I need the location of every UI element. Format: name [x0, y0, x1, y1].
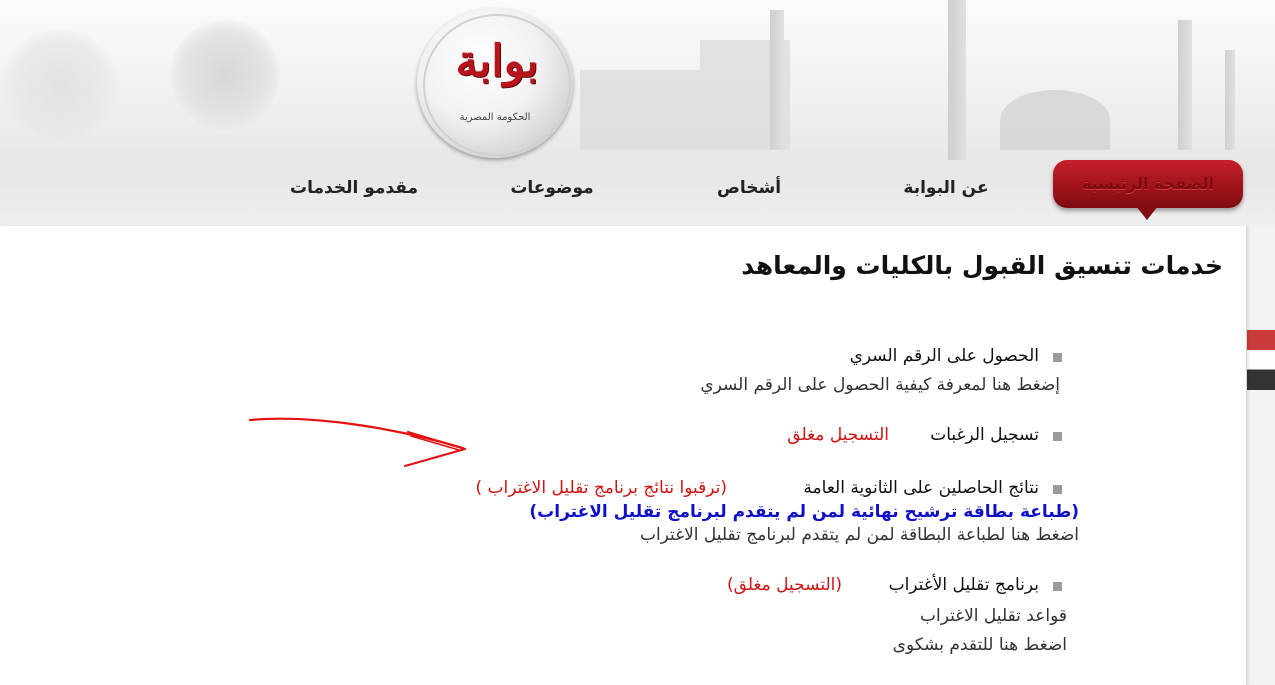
background-portrait — [0, 30, 120, 140]
red-arrow-annotation-icon — [245, 410, 475, 475]
background-minaret — [1178, 20, 1192, 150]
background-minaret — [948, 0, 966, 160]
bullet-icon — [1053, 582, 1062, 591]
desires-heading: تسجيل الرغبات — [930, 425, 1039, 445]
nav-active-pointer-icon — [1136, 206, 1158, 220]
background-minaret — [770, 10, 784, 150]
nav-people[interactable]: أشخاص — [716, 178, 782, 198]
bullet-icon — [1053, 432, 1062, 441]
desires-status: التسجيل مغلق — [787, 425, 889, 445]
background-dome — [1000, 90, 1110, 150]
page-title: خدمات تنسيق القبول بالكليات والمعاهد — [741, 251, 1223, 280]
results-print-link[interactable]: اضغط هنا لطباعة البطاقة لمن لم يتقدم لبرنامج تقليل الاغتراب — [639, 525, 1079, 545]
site-header — [0, 0, 1275, 225]
nav-about[interactable]: عن البوابة — [903, 178, 989, 198]
pin-info-link[interactable]: إضغط هنا لمعرفة كيفية الحصول على الرقم السري — [700, 375, 1060, 395]
logo-subtitle: الحكومة المصرية — [459, 112, 531, 123]
transfer-status: (التسجيل مغلق) — [727, 575, 842, 595]
bullet-icon — [1053, 353, 1062, 362]
transfer-complaint-link[interactable]: اضغط هنا للتقدم بشكوى — [892, 635, 1067, 655]
transfer-rules-link[interactable]: قواعد تقليل الاغتراب — [919, 606, 1067, 626]
transfer-heading: برنامج تقليل الأغتراب — [888, 575, 1039, 595]
site-logo[interactable] — [417, 8, 573, 158]
results-status: (ترقبوا نتائج برنامج تقليل الاغتراب ) — [475, 478, 727, 498]
logo-wordmark: بوابة — [455, 36, 539, 87]
nav-service-providers[interactable]: مقدمو الخدمات — [290, 178, 418, 198]
nav-home-tab[interactable]: الصفحة الرئيسية — [1053, 160, 1243, 208]
results-print-note[interactable]: (طباعة بطاقة ترشيح نهائية لمن لم يتقدم لبرنامج تقليل الاغتراب) — [529, 502, 1079, 522]
background-portrait — [170, 20, 280, 130]
results-heading: نتائج الحاصلين على الثانوية العامة — [803, 478, 1039, 498]
background-minaret — [1225, 50, 1235, 150]
background-building — [580, 70, 700, 150]
bullet-icon — [1053, 485, 1062, 494]
pin-heading: الحصول على الرقم السري — [849, 346, 1039, 366]
nav-topics[interactable]: موضوعات — [510, 178, 594, 198]
